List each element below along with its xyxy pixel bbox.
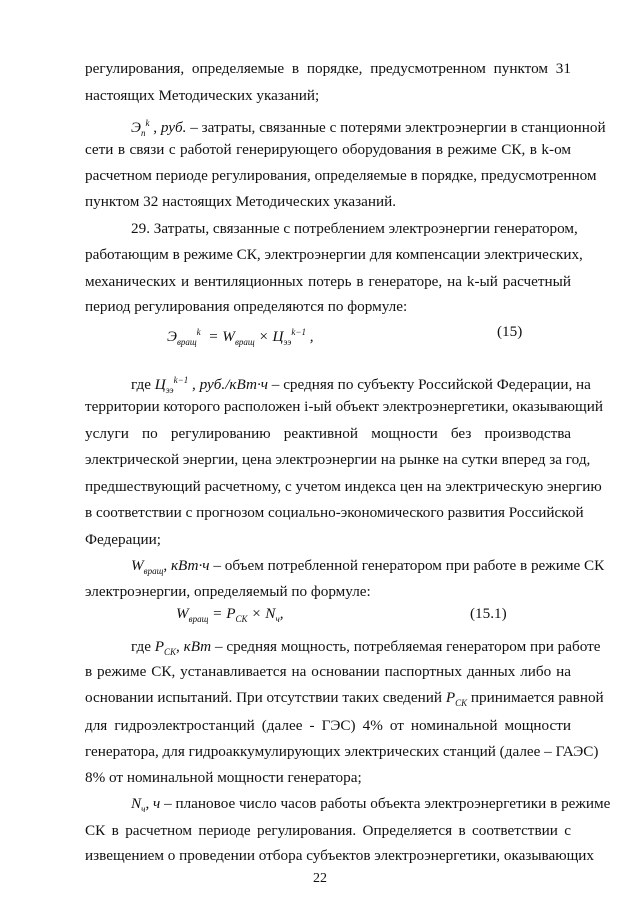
page-number: 22 [313, 871, 327, 886]
text-line: основании испытаний. При отсутствии таких сведений $P_{СК}$ принимается равной [85, 689, 604, 709]
equation-number: (15) [497, 323, 523, 340]
text-line: предшествующий расчетному, с учетом индекса цен на электрическую энергию [85, 478, 602, 495]
text-line: работающим в режиме СК, электроэнергии для компенсации электрических, [85, 246, 583, 263]
text-line: в режиме СК, устанавливается на основании паспортных данных либо на [85, 663, 571, 680]
text-line: для гидроэлектростанций (далее - ГЭС) 4% от номинальной мощности [85, 717, 571, 734]
equation-number: (15.1) [470, 605, 507, 622]
text-line: период регулирования определяются по формуле: [85, 298, 408, 315]
text-line: $W_{вращ}$, кВт·ч – объем потребленной генератором при работе в режиме СК [131, 557, 605, 577]
formula-15: $Э_{вращ}^k = W_{вращ} \times Ц_{ээ}^{k-1}$ , [167, 327, 314, 348]
formula-15-1: $W_{вращ} = P_{СК} \times N_ч$, [176, 605, 284, 625]
text-line: электроэнергии, определяемый по формуле: [85, 583, 371, 600]
text-line: извещением о проведении отбора субъектов электроэнергетики, оказывающих [85, 847, 595, 864]
text-line: генератора, для гидроаккумулирующих электрических станций (далее – ГАЭС) [85, 743, 599, 760]
text-line: где $Ц_{ээ}^{k-1}$ , руб./кВт·ч – средняя по субъекту Российской Федерации, на [131, 375, 591, 396]
text-line: СК в расчетном периоде регулирования. Определяется в соответствии с [85, 822, 571, 839]
text-line: пунктом 32 настоящих Методических указаний. [85, 193, 397, 210]
text-line: услуги по регулированию реактивной мощности без производства [85, 425, 571, 442]
text-line: регулирования, определяемые в порядке, предусмотренном пунктом 31 [85, 60, 571, 77]
text-line: настоящих Методических указаний; [85, 87, 320, 104]
text-line: $Э_п^k$ , руб. – затраты, связанные с потерями электроэнергии в станционной [131, 118, 606, 139]
text-line: $N_ч$, ч – плановое число часов работы объекта электроэнергетики в режиме [131, 795, 611, 815]
text-line: 29. Затраты, связанные с потреблением электроэнергии генератором, [131, 220, 578, 237]
text-line: сети в связи с работой генерирующего оборудования в режиме СК, в k-ом [85, 141, 571, 158]
text-line: Федерации; [85, 531, 161, 548]
text-line: 8% от номинальной мощности генератора; [85, 769, 362, 786]
text-line: территории которого расположен i-ый объект электроэнергетики, оказывающий [85, 398, 603, 415]
text-line: электрической энергии, цена электроэнергии на рынке на сутки вперед за год, [85, 451, 591, 468]
text-line: где $P_{СК}$, кВт – средняя мощность, потребляемая генератором при работе [131, 638, 601, 658]
text-line: расчетном периоде регулирования, определяемые в порядке, предусмотренном [85, 167, 597, 184]
text-line: механических и вентиляционных потерь в генераторе, на k-ый расчетный [85, 273, 571, 290]
text-line: в соответствии с прогнозом социально-экономического развития Российской [85, 504, 584, 521]
